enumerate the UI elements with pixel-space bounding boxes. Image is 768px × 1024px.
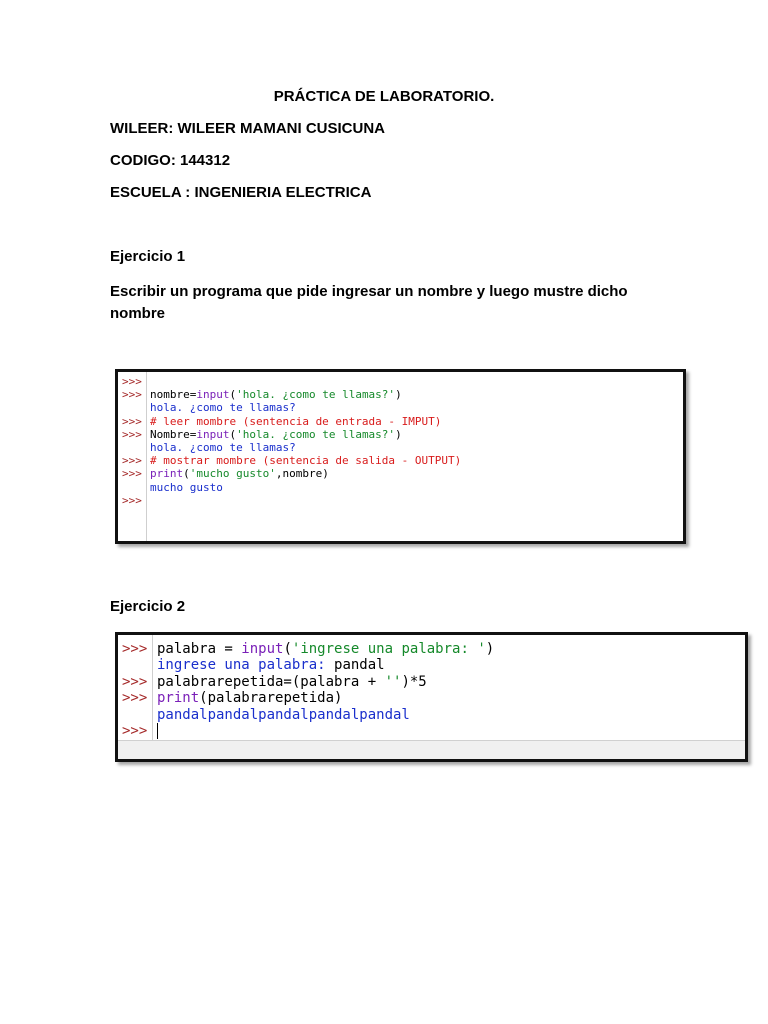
- shell-line: [118, 723, 745, 739]
- code-token: ): [395, 388, 402, 402]
- code-token: input: [196, 427, 230, 441]
- code-token: (: [283, 641, 292, 657]
- shell-prompt: >>>: [122, 673, 148, 690]
- shell-code: [157, 690, 342, 706]
- shell-line: [118, 388, 683, 401]
- code-token: hola. ¿como te llamas?: [150, 401, 296, 415]
- code-token: # mostrar mombre (sentencia de salida - OUTPUT): [150, 454, 462, 468]
- code-token: input: [196, 388, 230, 402]
- shell-line: [118, 415, 683, 428]
- code-token: (: [183, 467, 190, 481]
- shell-line: [118, 641, 745, 657]
- student-line: WILEER: WILEER MAMANI CUSICUNA: [110, 120, 385, 137]
- shell-line: [118, 674, 745, 690]
- code-token: ingrese una palabra:: [157, 657, 335, 674]
- code-token: ): [395, 427, 402, 441]
- shell-prompt: >>>: [122, 641, 148, 657]
- code-token: ,nombre): [275, 467, 329, 481]
- shell-output: [157, 657, 385, 673]
- shell-line: [118, 375, 683, 388]
- shell-output: [150, 401, 296, 414]
- horizontal-scrollbar[interactable]: [118, 740, 745, 759]
- code-token: 'hola. ¿como te llamas?': [236, 388, 396, 402]
- code-token: nombre=: [150, 388, 197, 402]
- code-token: print: [150, 467, 184, 481]
- python-shell-exercise-2[interactable]: [115, 632, 748, 762]
- code-token: ): [485, 641, 495, 657]
- shell-line: [118, 467, 683, 480]
- shell-line: [118, 690, 745, 706]
- shell-line: [118, 401, 683, 414]
- shell-code: [150, 454, 461, 467]
- code-line: CODIGO: 144312: [110, 152, 231, 169]
- shell-prompt: >>>: [122, 375, 142, 388]
- shell-code: [150, 388, 402, 401]
- school-line: ESCUELA : INGENIERIA ELECTRICA: [110, 184, 372, 201]
- shell-line: [118, 441, 683, 454]
- code-token: Nombre=: [150, 427, 197, 441]
- exercise-2-heading: Ejercicio 2: [110, 598, 186, 615]
- code-token: mucho gusto: [150, 480, 223, 494]
- shell-output: [150, 481, 223, 494]
- shell-line: [118, 481, 683, 494]
- code-token: 'ingrese una palabra: ': [291, 641, 486, 657]
- shell-code: [150, 415, 441, 428]
- shell-prompt: >>>: [122, 467, 142, 481]
- shell-prompt: >>>: [122, 454, 142, 468]
- shell-output: [157, 707, 410, 723]
- code-token: 'mucho gusto': [189, 467, 276, 481]
- shell-prompt: >>>: [122, 723, 148, 739]
- code-token: input: [241, 641, 284, 657]
- shell-prompt: >>>: [122, 493, 142, 507]
- code-token: (: [229, 388, 237, 402]
- exercise-1-heading: Ejercicio 1: [110, 248, 186, 265]
- shell-code: [150, 428, 402, 441]
- shell-prompt: >>>: [122, 690, 148, 707]
- shell-line: [118, 428, 683, 441]
- shell-output: [150, 441, 296, 454]
- shell-code: [157, 641, 494, 657]
- code-token: (palabrarepetida): [199, 690, 343, 707]
- shell-line: [118, 494, 683, 507]
- shell-code: [157, 674, 427, 690]
- code-token: 'hola. ¿como te llamas?': [236, 427, 396, 441]
- code-token: (: [229, 427, 237, 441]
- shell-line: [118, 707, 745, 723]
- code-token: hola. ¿como te llamas?: [150, 441, 296, 454]
- code-token: palabra =: [157, 641, 242, 657]
- shell-prompt: >>>: [122, 414, 142, 428]
- shell-code: [150, 467, 329, 480]
- code-token: '': [384, 673, 402, 690]
- shell-code: [157, 723, 158, 739]
- shell-line: [118, 657, 745, 673]
- code-token: print: [157, 690, 200, 707]
- exercise-1-description: Escribir un programa que pide ingresar un nombre y luego mustre dicho nombre: [110, 283, 628, 322]
- code-token: # leer mombre (sentencia de entrada - IMPUT): [150, 414, 442, 428]
- shell-prompt: >>>: [122, 427, 142, 441]
- text-cursor[interactable]: [157, 723, 158, 739]
- shell-prompt: >>>: [122, 388, 142, 402]
- code-token: pandal: [334, 657, 385, 674]
- page-title: PRÁCTICA DE LABORATORIO.: [273, 88, 495, 105]
- code-token: pandalpandalpandalpandalpandal: [157, 706, 410, 723]
- code-token: palabrarepetida=(palabra +: [157, 673, 385, 690]
- code-token: )*5: [401, 673, 427, 690]
- python-shell-exercise-1[interactable]: [115, 369, 686, 544]
- shell-line: [118, 454, 683, 467]
